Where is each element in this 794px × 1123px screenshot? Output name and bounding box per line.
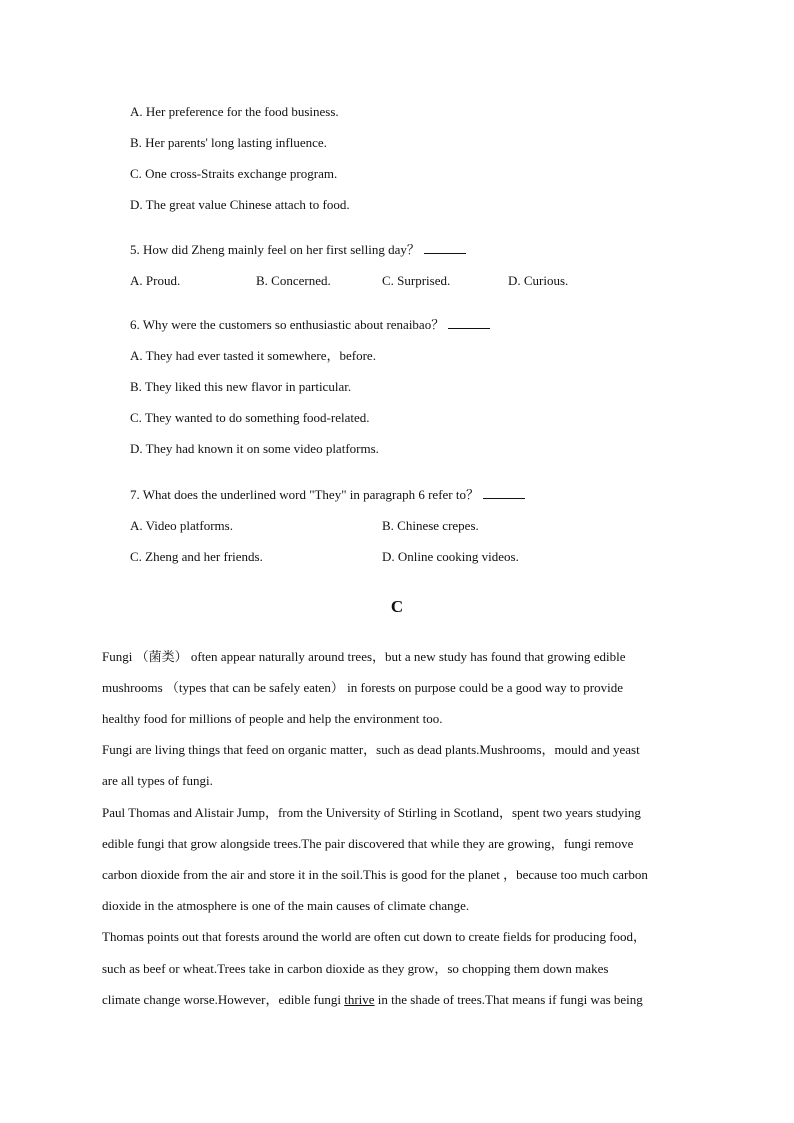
q7-option-d: D. Online cooking videos. [382,549,519,564]
passage-line: healthy food for millions of people and help the environment too. [102,711,443,726]
q6-option-b: B. They liked this new flavor in particular. [130,379,352,394]
q6-stem-text: 6. Why were the customers so enthusiastic about renaibao？ [130,317,445,332]
passage-line: are all types of fungi. [102,773,213,788]
q5-option-a: A. Proud. [130,273,181,288]
section-title: C [390,597,404,616]
q6-stem [130,317,490,333]
q5-stem-text: 5. How did Zheng mainly feel on her first selling day？ [130,242,420,257]
q7-stem [130,487,525,503]
passage-line: Fungi （菌类） often appear naturally around trees，but a new study has found that growing edible [102,649,626,664]
q7-stem-text: 7. What does the underlined word "They" in paragraph 6 refer to？ [130,487,479,502]
answer-blank [448,317,490,329]
q4-option-d: D. The great value Chinese attach to food. [130,197,350,212]
q4-option-c: C. One cross-Straits exchange program. [130,166,338,181]
underlined-word: thrive [344,992,375,1007]
passage-text: in the shade of trees.That means if fungi was being [374,992,643,1007]
passage-line [102,992,702,1008]
passage-line: Fungi are living things that feed on organic matter，such as dead plants.Mushrooms，mould and yeast [102,742,640,757]
q6-option-c: C. They wanted to do something food-related. [130,410,370,425]
passage-text: climate change worse.However，edible fungi [102,992,345,1007]
answer-blank [483,487,525,499]
passage-line: carbon dioxide from the air and store it in the soil.This is good for the planet ，because too much carbon [102,867,648,882]
q5-option-b: B. Concerned. [256,273,331,288]
q5-stem [130,242,466,258]
passage-line: Thomas points out that forests around the world are often cut down to create fields for producing food， [102,929,647,944]
q5-option-d: D. Curious. [508,273,569,288]
q6-option-d: D. They had known it on some video platforms. [130,441,379,456]
q7-option-b: B. Chinese crepes. [382,518,479,533]
passage-line: dioxide in the atmosphere is one of the main causes of climate change. [102,898,470,913]
passage-line: edible fungi that grow alongside trees.The pair discovered that while they are growing，fungi remove [102,836,634,851]
q5-option-c: C. Surprised. [382,273,451,288]
q7-option-c: C. Zheng and her friends. [130,549,263,564]
answer-blank [424,242,466,254]
passage-line: mushrooms （types that can be safely eaten） in forests on purpose could be a good way to provide [102,680,623,695]
q4-option-b: B. Her parents' long lasting influence. [130,135,327,150]
q4-option-a: A. Her preference for the food business. [130,104,339,119]
passage-line: such as beef or wheat.Trees take in carbon dioxide as they grow，so chopping them down makes [102,961,609,976]
passage-line: Paul Thomas and Alistair Jump，from the University of Stirling in Scotland，spent two years studying [102,805,641,820]
q6-option-a: A. They had ever tasted it somewhere，before. [130,348,376,363]
q7-option-a: A. Video platforms. [130,518,233,533]
